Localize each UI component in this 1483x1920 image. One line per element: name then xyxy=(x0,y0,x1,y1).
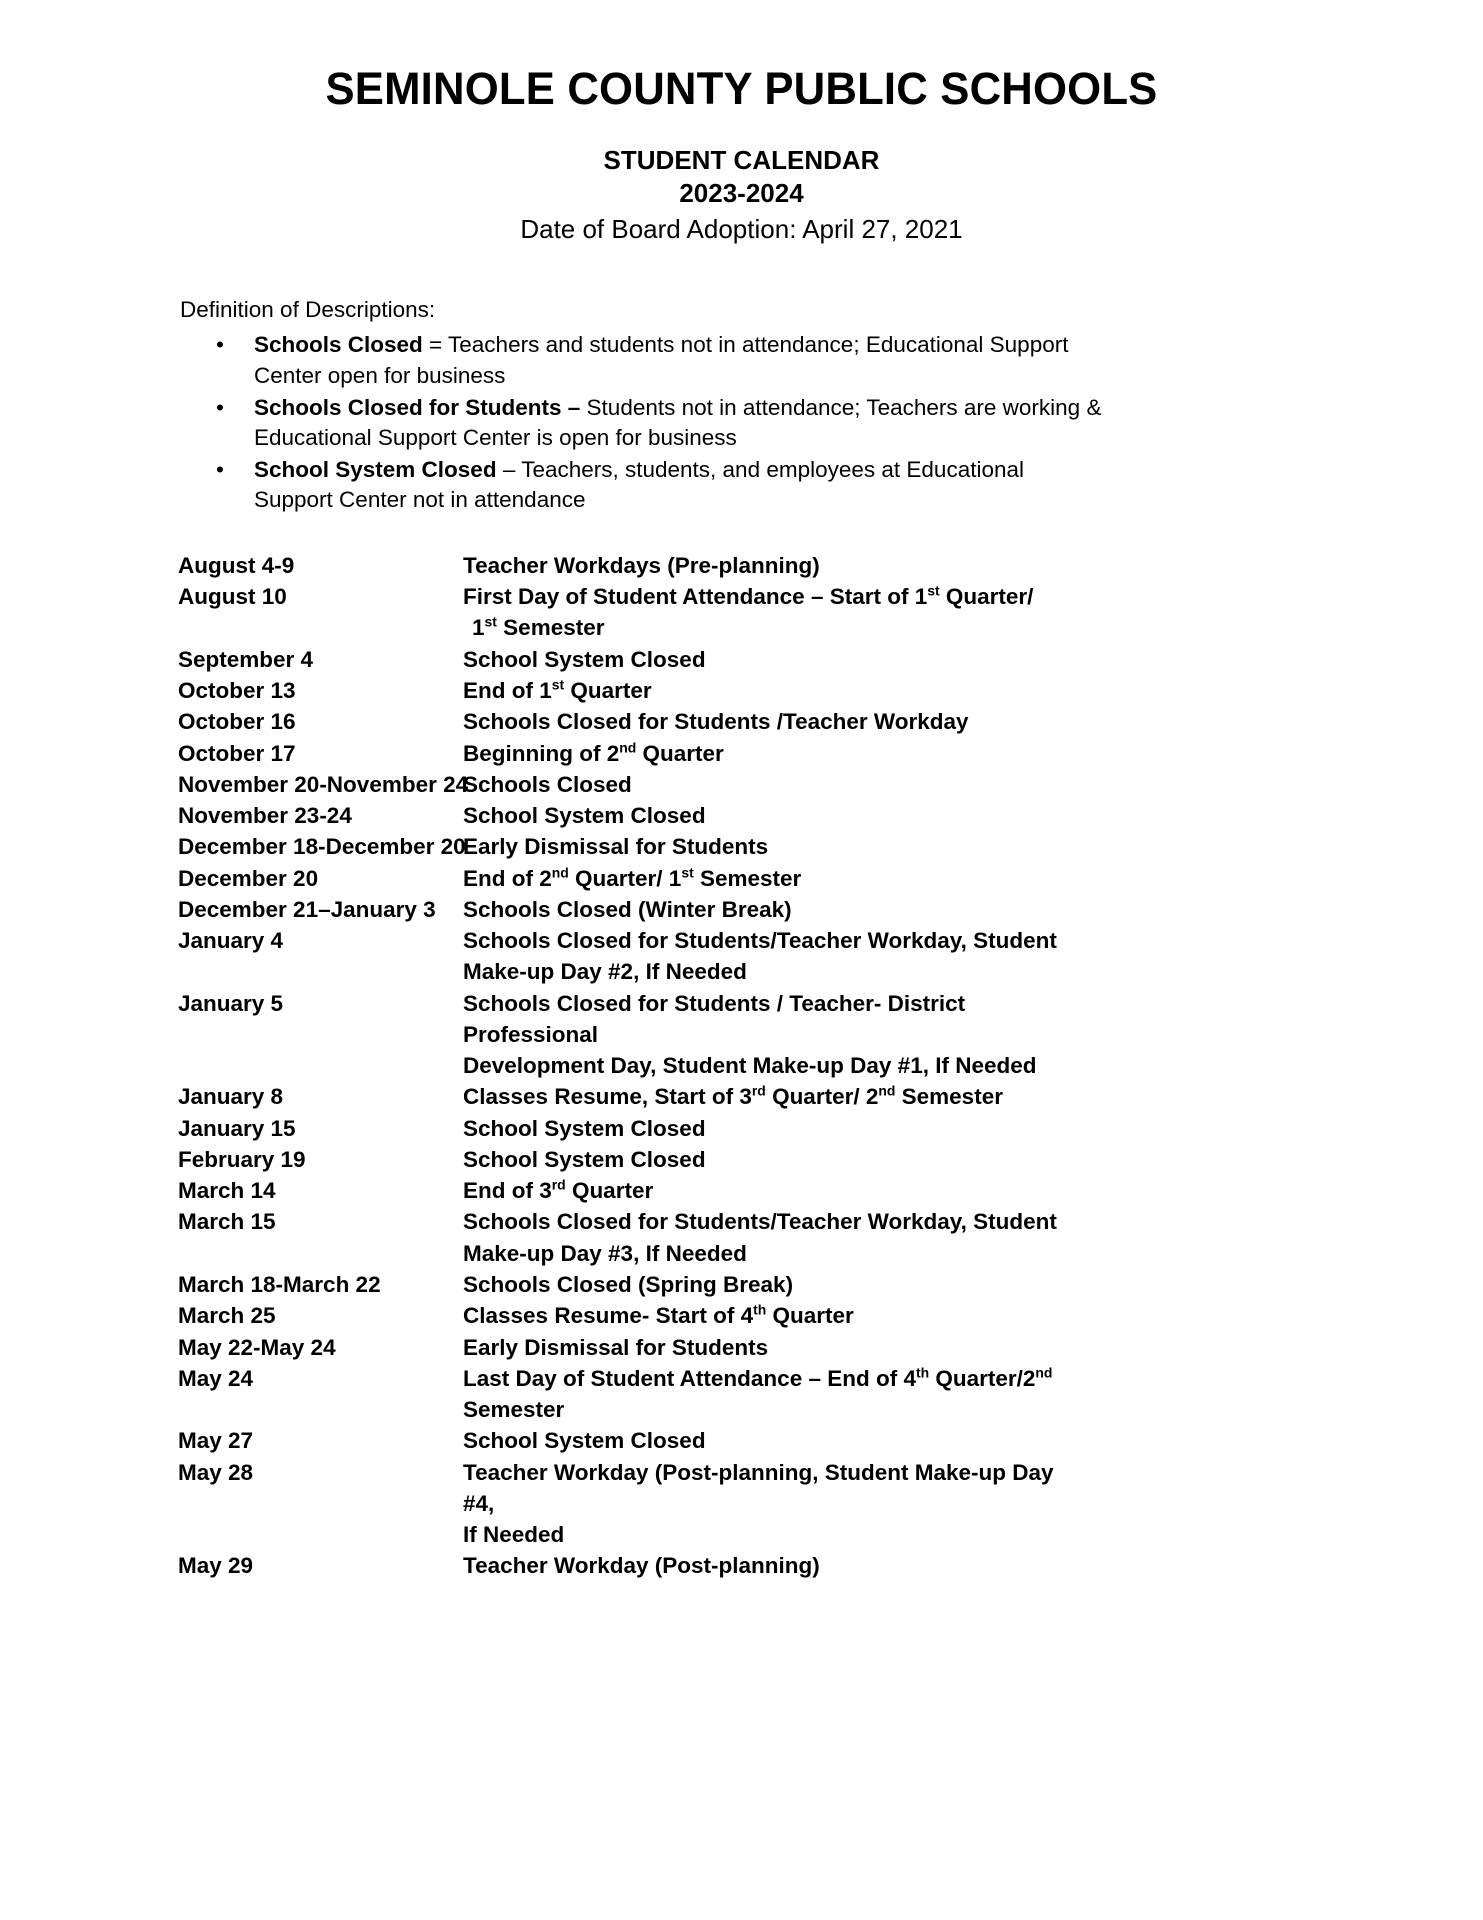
calendar-description xyxy=(463,1363,1063,1426)
calendar-date: January 5 xyxy=(178,990,284,1016)
ordinal-suffix: nd xyxy=(878,1082,896,1099)
calendar-date: March 14 xyxy=(178,1178,276,1204)
calendar-row xyxy=(178,1300,1483,1331)
ordinal-suffix: nd xyxy=(551,864,569,881)
calendar-description-line: Teacher Workdays (Pre-planning) xyxy=(463,552,820,578)
definition-description: Students not in attendance; Teachers are working & Educational Support Center is open for business xyxy=(254,394,1102,451)
definition-item xyxy=(180,393,1104,454)
calendar-date: October 16 xyxy=(178,709,296,735)
calendar-description-line: Schools Closed for Students/Teacher Workday, Student xyxy=(463,928,1057,954)
calendar-row xyxy=(178,1144,1483,1175)
calendar-description-line: Schools Closed for Students/Teacher Workday, Student xyxy=(463,1209,1057,1235)
calendar-description-line: Schools Closed (Spring Break) xyxy=(463,1272,794,1298)
calendar-date: January 4 xyxy=(178,928,284,954)
calendar-description-line: End of 1st Quarter xyxy=(463,676,652,703)
calendar-description xyxy=(463,800,1063,831)
calendar-date: November 20-November 24 xyxy=(178,771,469,797)
calendar-date: May 24 xyxy=(178,1365,254,1391)
definitions-heading: Definition of Descriptions: xyxy=(180,296,436,322)
calendar-date: September 4 xyxy=(178,646,314,672)
calendar-date: May 28 xyxy=(178,1459,254,1485)
calendar-row xyxy=(178,769,1483,800)
calendar-row xyxy=(178,644,1483,675)
calendar-description-line: School System Closed xyxy=(463,1146,706,1172)
calendar-description xyxy=(463,1206,1063,1269)
calendar-description-line: Schools Closed for Students /Teacher Workday xyxy=(463,709,969,735)
page-title: SEMINOLE COUNTY PUBLIC SCHOOLS xyxy=(325,63,1158,114)
calendar-row xyxy=(178,581,1483,644)
calendar-description xyxy=(463,1332,1063,1363)
calendar-row xyxy=(178,831,1483,862)
calendar-description-line: School System Closed xyxy=(463,1428,706,1454)
calendar-row xyxy=(178,863,1483,894)
ordinal-suffix: rd xyxy=(551,1176,566,1193)
calendar-description-line: Semester xyxy=(463,1397,565,1423)
calendar-date: August 4-9 xyxy=(178,552,295,578)
school-year-label: 2023-2024 xyxy=(679,177,804,208)
calendar-date-list xyxy=(0,550,1483,1582)
calendar-date: October 17 xyxy=(178,740,296,766)
calendar-description-line: Schools Closed xyxy=(463,771,632,797)
calendar-description xyxy=(463,988,1063,1082)
bullet-icon: • xyxy=(216,332,224,358)
calendar-description-line: Classes Resume, Start of 3rd Quarter/ 2nd Semester xyxy=(463,1082,1003,1110)
calendar-date: March 15 xyxy=(178,1209,276,1235)
calendar-date: May 22-May 24 xyxy=(178,1334,336,1360)
definition-item xyxy=(180,330,1104,391)
calendar-description xyxy=(463,581,1063,644)
ordinal-suffix: nd xyxy=(619,739,637,755)
calendar-date: November 23-24 xyxy=(178,803,352,829)
calendar-row xyxy=(178,1206,1483,1269)
calendar-row xyxy=(178,925,1483,988)
calendar-row xyxy=(178,1425,1483,1456)
bullet-icon: • xyxy=(216,456,224,482)
calendar-description xyxy=(463,1175,1063,1206)
calendar-description-line: Schools Closed (Winter Break) xyxy=(463,896,792,922)
calendar-description-line: Make-up Day #3, If Needed xyxy=(463,1240,747,1266)
calendar-date: December 20 xyxy=(178,865,319,891)
calendar-date: December 18-December 20 xyxy=(178,834,466,860)
calendar-description-line: Teacher Workday (Post-planning, Student Make-up Day #4, xyxy=(463,1459,1054,1516)
calendar-description-line: Schools Closed for Students / Teacher- District Professional xyxy=(463,990,966,1047)
calendar-description xyxy=(463,738,1063,769)
calendar-description-line: School System Closed xyxy=(463,646,706,672)
calendar-date: January 15 xyxy=(178,1115,296,1141)
calendar-description-line: Classes Resume- Start of 4th Quarter xyxy=(463,1301,854,1329)
calendar-description xyxy=(463,894,1063,925)
calendar-date: January 8 xyxy=(178,1084,284,1110)
calendar-date: February 19 xyxy=(178,1146,306,1172)
document-subtitle-block xyxy=(0,144,1483,246)
calendar-description-line: Teacher Workday (Post-planning) xyxy=(463,1553,820,1579)
definition-term: Schools Closed for Students – xyxy=(254,394,581,420)
calendar-row xyxy=(178,1363,1483,1426)
ordinal-suffix: nd xyxy=(1035,1364,1053,1381)
calendar-description xyxy=(463,675,1063,706)
calendar-description xyxy=(463,1113,1063,1144)
calendar-description-line: Make-up Day #2, If Needed xyxy=(463,959,747,985)
calendar-description-line: End of 2nd Quarter/ 1st Semester xyxy=(463,864,802,891)
calendar-description xyxy=(463,769,1063,800)
document-type-label: STUDENT CALENDAR xyxy=(603,145,880,176)
calendar-description-line: If Needed xyxy=(463,1522,565,1548)
calendar-row xyxy=(178,1332,1483,1363)
definition-description: = Teachers and students not in attendance; Educational Support Center open for business xyxy=(254,332,1069,388)
calendar-description xyxy=(463,1300,1063,1331)
calendar-description xyxy=(463,1457,1063,1551)
calendar-description xyxy=(463,831,1063,862)
board-adoption-date: Date of Board Adoption: April 27, 2021 xyxy=(520,213,963,244)
calendar-description xyxy=(463,1550,1063,1581)
calendar-date: October 13 xyxy=(178,677,296,703)
calendar-row xyxy=(178,706,1483,737)
calendar-description-line: Beginning of 2nd Quarter xyxy=(463,739,724,766)
calendar-row xyxy=(178,675,1483,706)
calendar-description-line: School System Closed xyxy=(463,1115,706,1141)
ordinal-suffix: th xyxy=(915,1364,930,1381)
calendar-description xyxy=(463,1269,1063,1300)
calendar-row xyxy=(178,1550,1483,1581)
calendar-row xyxy=(178,550,1483,581)
calendar-date: May 29 xyxy=(178,1553,254,1579)
ordinal-suffix: th xyxy=(753,1301,767,1318)
calendar-description-line: Development Day, Student Make-up Day #1, If Needed xyxy=(463,1053,1037,1079)
calendar-date: March 25 xyxy=(178,1303,276,1329)
ordinal-suffix: st xyxy=(484,613,497,630)
calendar-date: May 27 xyxy=(178,1428,254,1454)
calendar-description xyxy=(463,1144,1063,1175)
definition-term: Schools Closed xyxy=(254,332,423,358)
calendar-description xyxy=(463,550,1063,581)
definition-item xyxy=(180,455,1104,516)
calendar-description-line: First Day of Student Attendance – Start of 1st Quarter/ xyxy=(463,582,1034,610)
calendar-date: August 10 xyxy=(178,584,287,610)
calendar-row xyxy=(178,800,1483,831)
calendar-description-line: Early Dismissal for Students xyxy=(463,1334,769,1360)
ordinal-suffix: st xyxy=(681,864,694,881)
calendar-row xyxy=(178,1175,1483,1206)
bullet-icon: • xyxy=(216,394,224,420)
definition-term: School System Closed xyxy=(254,456,497,482)
definition-description: – Teachers, students, and employees at Educational Support Center not in attendance xyxy=(254,456,1024,513)
calendar-row xyxy=(178,988,1483,1082)
calendar-description xyxy=(463,863,1063,894)
calendar-row xyxy=(178,738,1483,769)
calendar-description-line: Last Day of Student Attendance – End of 4th Quarter/2nd xyxy=(463,1364,1053,1391)
definitions-list xyxy=(180,330,1483,516)
ordinal-suffix: st xyxy=(551,676,565,693)
ordinal-suffix: st xyxy=(927,582,940,599)
calendar-row xyxy=(178,1081,1483,1112)
definitions-section xyxy=(0,295,1483,516)
calendar-row xyxy=(178,894,1483,925)
calendar-description-line: Early Dismissal for Students xyxy=(463,834,769,860)
calendar-description-line: School System Closed xyxy=(463,803,706,829)
calendar-description xyxy=(463,706,1063,737)
calendar-row xyxy=(178,1113,1483,1144)
calendar-description xyxy=(463,925,1063,988)
calendar-row xyxy=(178,1269,1483,1300)
calendar-row xyxy=(178,1457,1483,1551)
calendar-description xyxy=(463,1425,1063,1456)
calendar-description-line: End of 3rd Quarter xyxy=(463,1176,654,1204)
calendar-description-line: 1st Semester xyxy=(472,613,605,641)
calendar-date: December 21–January 3 xyxy=(178,896,436,922)
calendar-date: March 18-March 22 xyxy=(178,1272,381,1298)
calendar-description xyxy=(463,1081,1063,1112)
calendar-description xyxy=(463,644,1063,675)
ordinal-suffix: rd xyxy=(751,1082,766,1099)
